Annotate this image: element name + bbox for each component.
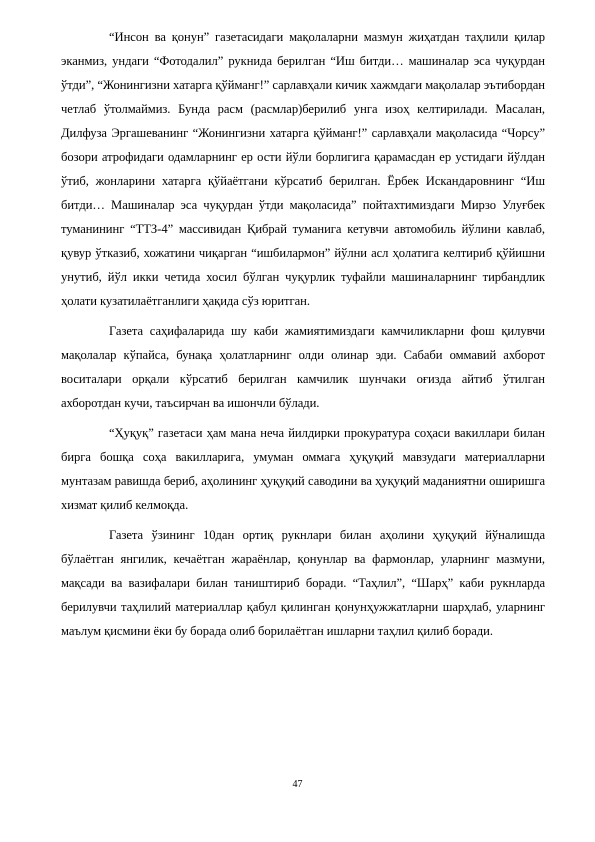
page-number: 47 (292, 779, 303, 790)
paragraph-1: “Инсон ва қонун” газетасидаги мақолаларни мазмун жиҳатдан таҳлили қилар эканмиз, ундаги “Фотодалил” рукнида берилган “Иш битди… машиналар эса чуқурдан ўтди”, “Жонингизни хатарга қўйманг!” сарлавҳали кичик хажмдаги мақолалар эътибордан четлаб ўтолмаймиз. Бунда расм (расмлар)берилиб унга изоҳ келтирилади. Масалан, Дилфуза Эргашеванинг “Жонингизни хатарга қўйманг!” сарлавҳали мақоласида “Чорсу” бозори атрофидаги одамларнинг ер ости йўли борлигига қарамасдан ер устидаги йўлдан ўтиб, жонларини хатарга қўйаётгани кўрсатиб берилган. Ёрбек Искандаровнинг “Иш битди… Машиналар эса чуқурдан ўтди мақоласида” пойтахтимиздаги Мирзо Улуғбек туманининг “ТТЗ-4” массивидан Қибрай туманига кетувчи автомобиль йўлини кавлаб, қувур ўтказиб, хожатини чиқарган “ишбилармон” йўлни асл ҳолатига келтириб қўйишни унутиб, йўл икки четида хосил бўлган чуқурлик туфайли машиналарнинг тирбандлик ҳолати кузатилаётганлиги ҳақида сўз юритган. (61, 30, 545, 308)
paragraph-2: Газета саҳифаларида шу каби жамиятимиздаги камчиликларни фош қилувчи мақолалар кўпайса, бунақа ҳолатларнинг олди олинар эди. Сабаби оммавий ахборот воситалари орқали кўрсатиб берилган камчилик шунчаки оғизда айтиб ўтилган ахборотдан кучи, таъсирчан ва ишончли бўлади. (61, 324, 545, 410)
paragraph-4: Газета ўзининг 10дан ортиқ рукнлари билан аҳолини ҳуқуқий йўналишда бўлаётган янгилик, кечаётган жараёнлар, қонунлар ва фармонлар, уларнинг мазмуни, мақсади ва вазифалари билан таништириб боради. “Таҳлил”, “Шарҳ” каби рукнларда берилувчи таҳлилий материаллар қабул қилинган қонунҳужжатларни шарҳлаб, уларнинг маълум қисмини ёки бу борада олиб борилаётган ишларни таҳлил қилиб боради. (61, 528, 545, 638)
document-page (61, 25, 545, 649)
paragraph-3: “Ҳуқуқ” газетаси ҳам мана неча йилдирки прокуратура соҳаси вакиллари билан бирга бошқа соҳа вакилларига, умуман оммага ҳуқуқий мавзудаги материалларни мунтазам равишда бериб, аҳолининг ҳуқуқий саводини ва ҳуқуқий маданиятни оширишга хизмат қилиб келмоқда. (61, 426, 545, 512)
